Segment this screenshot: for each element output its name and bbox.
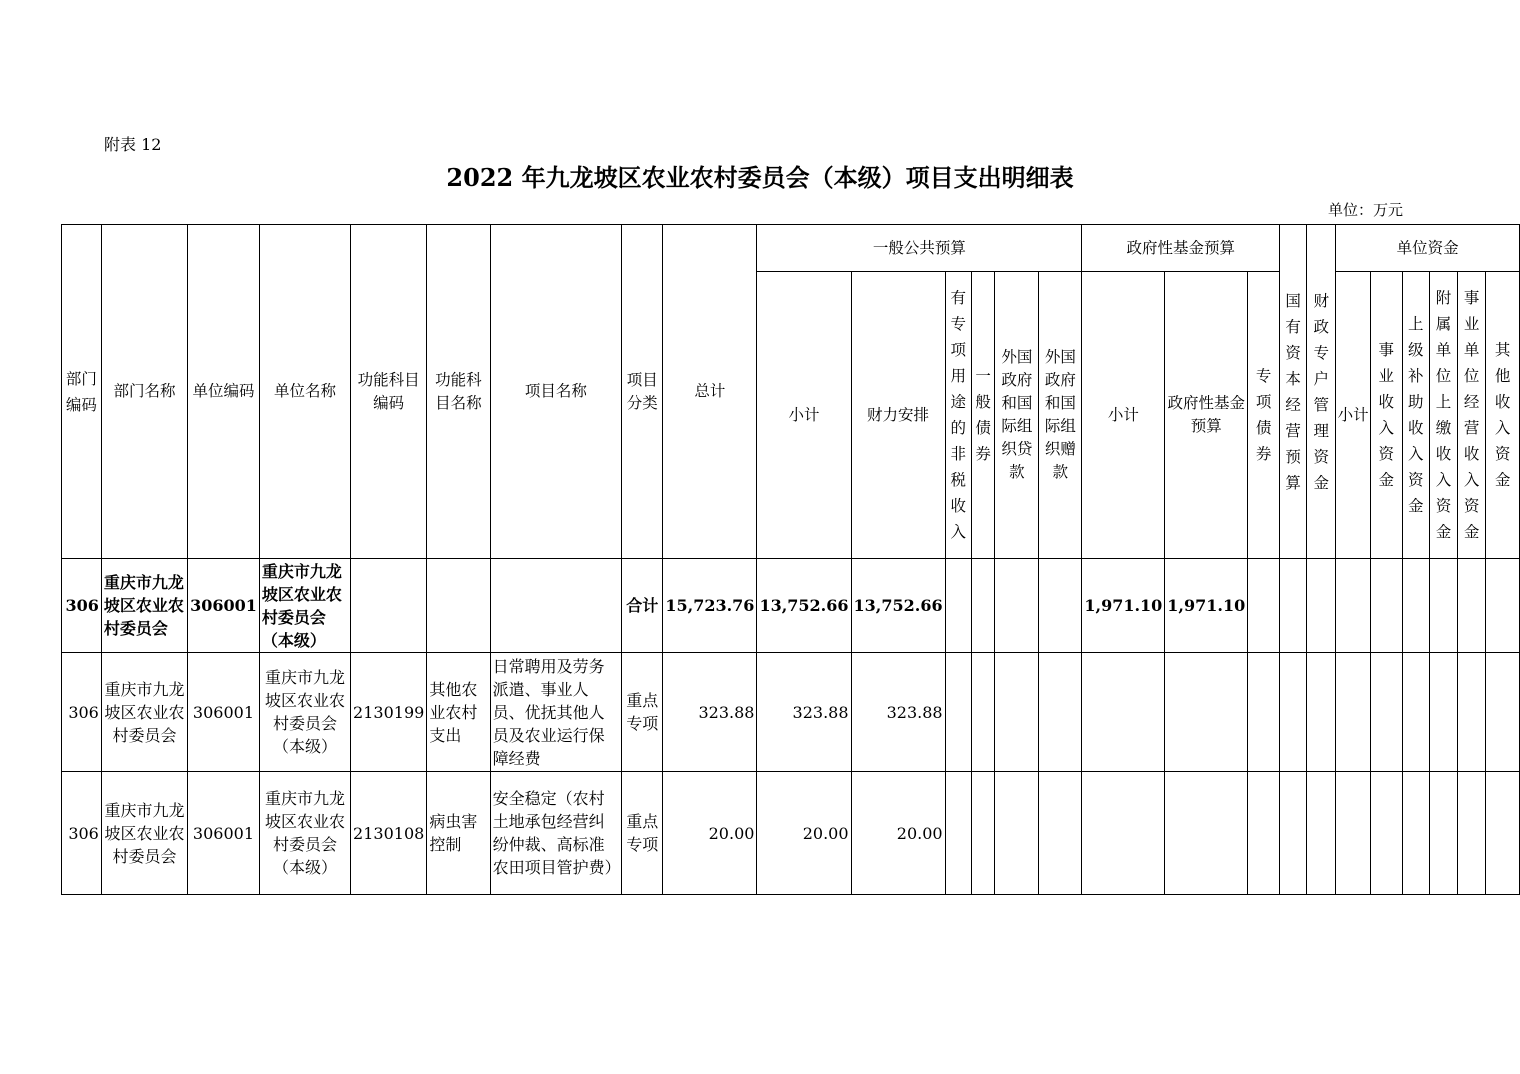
row-gf-budget [1165, 772, 1248, 895]
header-unit-name: 单位名称 [259, 225, 350, 559]
header-uf-business: 事业收入资金 [1370, 272, 1402, 559]
summary-state-capital [1280, 559, 1307, 653]
summary-gb-bond [971, 559, 995, 653]
row-gb-loan [995, 772, 1039, 895]
summary-uf-other [1486, 559, 1520, 653]
header-project-name: 项目名称 [490, 225, 622, 559]
summary-dept-name: 重庆市九龙坡区农业农村委员会 [101, 559, 187, 653]
summary-gf-bond [1248, 559, 1280, 653]
row-state-capital [1280, 653, 1307, 772]
row-gb-bond [971, 772, 995, 895]
header-uf-subtotal: 小计 [1336, 272, 1371, 559]
row-gb-subtotal: 20.00 [757, 772, 851, 895]
header-uf-operation: 事业单位经营收入资金 [1458, 272, 1486, 559]
row-uf-subtotal [1336, 772, 1371, 895]
header-gf-subtotal: 小计 [1082, 272, 1165, 559]
table-row [62, 653, 1520, 772]
header-gb-fiscal: 财力安排 [851, 272, 945, 559]
summary-uf-operation [1458, 559, 1486, 653]
row-func-code: 2130199 [351, 653, 427, 772]
row-dept-code: 306 [62, 772, 102, 895]
summary-unit-code: 306001 [188, 559, 260, 653]
row-gf-bond [1248, 772, 1280, 895]
row-uf-other [1486, 772, 1520, 895]
header-func-code: 功能科目编码 [351, 225, 427, 559]
row-gf-subtotal [1082, 772, 1165, 895]
row-func-code: 2130108 [351, 772, 427, 895]
table-row [62, 772, 1520, 895]
summary-dept-code: 306 [62, 559, 102, 653]
row-dept-code: 306 [62, 653, 102, 772]
row-gb-grant [1039, 772, 1082, 895]
row-gb-loan [995, 653, 1039, 772]
header-gb-subtotal: 小计 [757, 272, 851, 559]
header-dept-code: 部门编码 [62, 225, 102, 559]
row-project-type: 重点专项 [622, 772, 663, 895]
row-fiscal-account [1307, 653, 1336, 772]
header-state-capital: 国有资本经营预算 [1280, 225, 1307, 559]
unit-label: 单位：万元 [1328, 201, 1404, 219]
page-title: 2022 年九龙坡区农业农村委员会（本级）项目支出明细表 [446, 163, 1074, 192]
row-project-name: 安全稳定（农村土地承包经营纠纷仲裁、高标准农田项目管护费） [490, 772, 622, 895]
summary-project-name [490, 559, 622, 653]
summary-project-type: 合计 [622, 559, 663, 653]
row-gf-budget [1165, 653, 1248, 772]
summary-func-name [427, 559, 490, 653]
row-uf-affiliated [1429, 772, 1457, 895]
row-project-name: 日常聘用及劳务派遣、事业人员、优抚其他人员及农业运行保障经费 [490, 653, 622, 772]
row-uf-subtotal [1336, 653, 1371, 772]
summary-gb-fiscal: 13,752.66 [851, 559, 945, 653]
header-general-budget: 一般公共预算 [757, 225, 1082, 272]
attachment-label: 附表 12 [104, 135, 162, 154]
row-gb-fiscal: 20.00 [851, 772, 945, 895]
row-fiscal-account [1307, 772, 1336, 895]
row-func-name: 病虫害控制 [427, 772, 490, 895]
header-unit-code: 单位编码 [188, 225, 260, 559]
project-expenditure-table [61, 224, 1520, 895]
row-unit-code: 306001 [188, 772, 260, 895]
row-uf-operation [1458, 772, 1486, 895]
summary-gb-nontax [945, 559, 971, 653]
summary-gb-subtotal: 13,752.66 [757, 559, 851, 653]
summary-gf-subtotal: 1,971.10 [1082, 559, 1165, 653]
summary-total: 15,723.76 [663, 559, 757, 653]
summary-uf-subsidy [1402, 559, 1429, 653]
row-gb-nontax [945, 653, 971, 772]
row-total: 323.88 [663, 653, 757, 772]
header-gb-bond: 一般债券 [971, 272, 995, 559]
row-gb-bond [971, 653, 995, 772]
row-unit-name: 重庆市九龙坡区农业农村委员会（本级） [259, 772, 350, 895]
header-total: 总计 [663, 225, 757, 559]
row-gb-fiscal: 323.88 [851, 653, 945, 772]
header-uf-subsidy: 上级补助收入资金 [1402, 272, 1429, 559]
row-gb-subtotal: 323.88 [757, 653, 851, 772]
summary-uf-affiliated [1429, 559, 1457, 653]
row-unit-code: 306001 [188, 653, 260, 772]
row-dept-name: 重庆市九龙坡区农业农村委员会 [101, 653, 187, 772]
header-dept-name: 部门名称 [101, 225, 187, 559]
header-uf-affiliated: 附属单位上缴收入资金 [1429, 272, 1457, 559]
summary-row [62, 559, 1520, 653]
row-unit-name: 重庆市九龙坡区农业农村委员会（本级） [259, 653, 350, 772]
summary-unit-name: 重庆市九龙坡区农业农村委员会（本级） [259, 559, 350, 653]
summary-func-code [351, 559, 427, 653]
row-uf-other [1486, 653, 1520, 772]
header-func-name: 功能科目名称 [427, 225, 490, 559]
row-state-capital [1280, 772, 1307, 895]
summary-fiscal-account [1307, 559, 1336, 653]
summary-gb-loan [995, 559, 1039, 653]
header-gf-bond: 专项债券 [1248, 272, 1280, 559]
summary-uf-subtotal [1336, 559, 1371, 653]
summary-gf-budget: 1,971.10 [1165, 559, 1248, 653]
header-uf-other: 其他收入资金 [1486, 272, 1520, 559]
summary-uf-business [1370, 559, 1402, 653]
header-unit-funds: 单位资金 [1336, 225, 1520, 272]
row-project-type: 重点专项 [622, 653, 663, 772]
summary-gb-grant [1039, 559, 1082, 653]
row-gb-nontax [945, 772, 971, 895]
row-uf-subsidy [1402, 653, 1429, 772]
row-uf-affiliated [1429, 653, 1457, 772]
header-gb-loan: 外国政府和国际组织贷款 [995, 272, 1039, 559]
header-fiscal-account: 财政专户管理资金 [1307, 225, 1336, 559]
header-gf-budget: 政府性基金预算 [1165, 272, 1248, 559]
row-total: 20.00 [663, 772, 757, 895]
row-uf-business [1370, 772, 1402, 895]
row-gb-grant [1039, 653, 1082, 772]
header-gov-fund-budget: 政府性基金预算 [1082, 225, 1280, 272]
row-uf-operation [1458, 653, 1486, 772]
header-gb-grant: 外国政府和国际组织赠款 [1039, 272, 1082, 559]
row-gf-subtotal [1082, 653, 1165, 772]
row-dept-name: 重庆市九龙坡区农业农村委员会 [101, 772, 187, 895]
row-func-name: 其他农业农村支出 [427, 653, 490, 772]
row-uf-subsidy [1402, 772, 1429, 895]
row-uf-business [1370, 653, 1402, 772]
row-gf-bond [1248, 653, 1280, 772]
header-project-type: 项目分类 [622, 225, 663, 559]
header-gb-nontax: 有专项用途的非税收入 [945, 272, 971, 559]
